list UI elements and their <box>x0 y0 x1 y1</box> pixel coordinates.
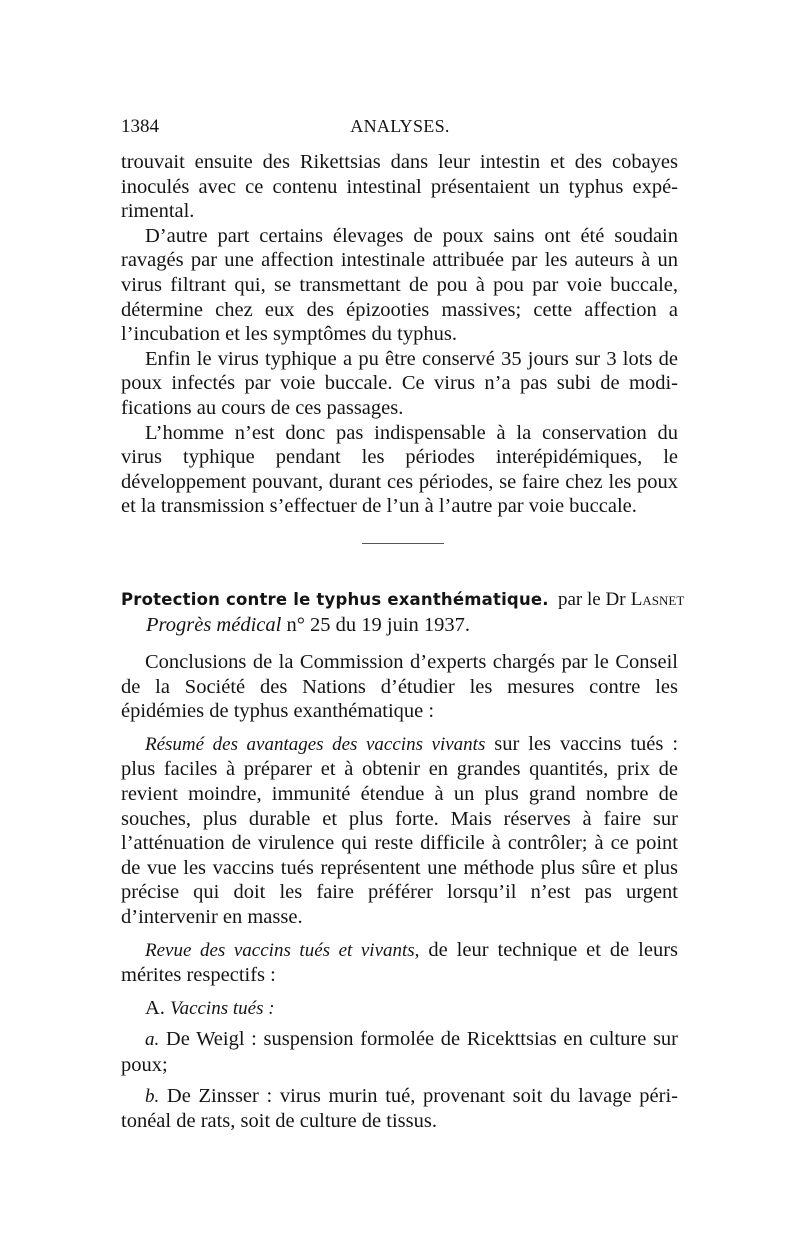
item-text: De Weigl : suspension formolée de Ricekttsias en culture sur poux; <box>121 1028 678 1076</box>
article-byline: par le Dr <box>558 589 626 610</box>
source-issue: n° 25 du 19 juin 1937. <box>286 614 471 636</box>
paragraph: L’homme n’est donc pas indispensable à la conservation du virus typhique pendant les périodes interépidémiques, le développement pouvant, durant ces périodes, se faire chez les poux et la transmission s’effectuer de l’un à l’autre par voie buccale. <box>121 421 678 518</box>
revue-text: de leur technique et de leurs mérites respectifs : <box>121 938 679 987</box>
revue-paragraph <box>121 938 678 988</box>
page-header <box>121 116 679 144</box>
list-item-b1 <box>121 1084 678 1134</box>
resume-text: sur les vaccins tués : plus faciles à préparer et à obtenir en grandes quantités, prix de revient moindre, immunité étendue à un plus grand nombre de souches, plus durable et plus forte. Mais réserves à faire sur l’atténuation de virulence qui reste difficile à contrôler; à ce point de vue les vaccins tués représentent une méthode plus sûre et plus précise qui doit les faire préférer lorsqu’il n’est pas urgent d’intervenir en masse. <box>121 732 679 928</box>
running-title: ANALYSES. <box>350 116 450 136</box>
page-number: 1384 <box>121 116 159 137</box>
list-item-a1 <box>121 1027 678 1077</box>
article-body <box>121 650 678 1134</box>
article-title: Protection contre le typhus exanthématique. <box>121 590 549 609</box>
item-label: b. <box>145 1085 160 1107</box>
paragraph: Enfin le virus typhique a pu être conservé 35 jours sur 3 lots de poux infectés par voie buccale. Ce virus n’a pas subi de modifications au cours de ces passages. <box>121 347 678 419</box>
item-label: A. <box>145 996 165 1019</box>
item-text: Vaccins tués : <box>170 997 275 1019</box>
paragraph: trouvait ensuite des Rikettsias dans leur intestin et des cobayes inoculés avec ce contenu intestinal présentaient un typhus expérimental. <box>121 151 678 223</box>
article-source <box>146 613 470 637</box>
section-continued-text <box>121 150 678 519</box>
list-item-a <box>121 996 678 1022</box>
resume-lead: Résumé des avantages des vaccins vivants <box>145 733 486 755</box>
source-journal: Progrès médical <box>146 614 282 636</box>
paragraph: D’autre part certains élevages de poux sains ont été soudain ravagés par une affection intestinale attribuée par les auteurs à un virus filtrant qui, se transmettant de pou à pou par voie buccale, détermine chez eux des épizooties massives; cette affection a l’incubation et les symptômes du typhus. <box>121 224 678 346</box>
item-label: a. <box>145 1029 160 1051</box>
article-author: Lasnet <box>630 589 685 610</box>
resume-paragraph <box>121 732 678 930</box>
item-text: De Zinsser : virus murin tué, provenant soit du lavage péritonéal de rats, soit de culture de tissus. <box>121 1084 678 1133</box>
article-heading <box>121 589 685 611</box>
intro-paragraph: Conclusions de la Commission d’experts chargés par le Conseil de la Société des Nations d’étudier les mesures contre les épidémies de typhus exanthématique : <box>121 651 678 723</box>
revue-lead: Revue des vaccins tués et vivants, <box>145 939 420 961</box>
section-divider <box>362 543 444 544</box>
